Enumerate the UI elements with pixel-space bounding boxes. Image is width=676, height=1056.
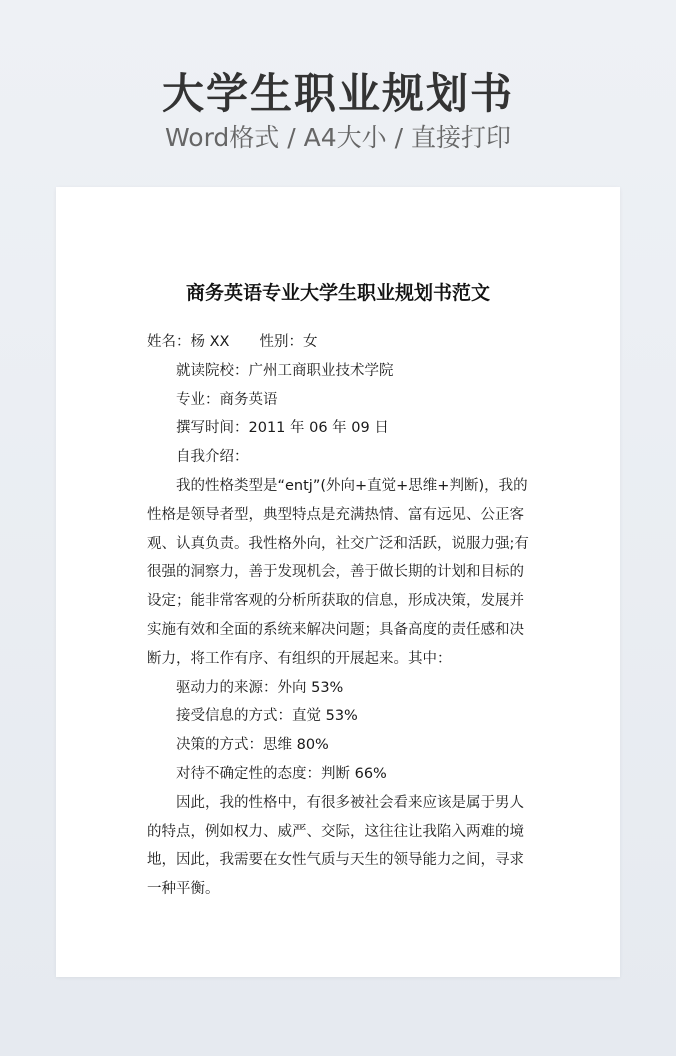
- school-line: 就读院校：广州工商职业技术学院: [176, 362, 394, 379]
- intro-heading: 自我介绍：: [176, 449, 249, 466]
- gender-field: 性别：女: [259, 334, 318, 350]
- intro-paragraph: 我的性格类型是“entj”(外向+直觉+思维+判断)，我的性格是领导者型，典型特点是充满热情、富有远见、公正客观、认真负责。我性格外向，社交广泛和活跃，说服力强;有很强的洞察力，善于发现机会，善于做长期的计划和目标的设定；能非常客观的分析所获取的信息，形成决策，发展并实施有效和全面的系统来解决问题；具备高度的责任感和决断力，将工作有序、有组织的开展起来。其中：: [147, 477, 529, 667]
- trait-item: 接受信息的方式：直觉 53%: [176, 708, 358, 725]
- name-gender-line: [147, 328, 535, 357]
- trait-item: 驱动力的来源：外向 53%: [176, 679, 344, 696]
- banner-subtitle: Word格式 / A4大小 / 直接打印: [165, 123, 511, 152]
- name-field: 姓名：杨 XX: [147, 334, 230, 350]
- date-line: 撰写时间：2011 年 06 年 09 日: [176, 420, 389, 437]
- major-line: 专业：商务英语: [176, 391, 278, 408]
- trait-item: 对待不确定性的态度：判断 66%: [176, 765, 387, 782]
- document-body: [147, 328, 535, 904]
- conclusion-paragraph: 因此，我的性格中，有很多被社会看来应该是属于男人的特点，例如权力、威严、交际，这往往让我陷入两难的境地，因此，我需要在女性气质与天生的领导能力之间，寻求一种平衡。: [147, 794, 524, 898]
- trait-item: 决策的方式：思维 80%: [176, 737, 329, 754]
- document-title: 商务英语专业大学生职业规划书范文: [185, 282, 490, 304]
- banner-title: 大学生职业规划书: [161, 69, 514, 118]
